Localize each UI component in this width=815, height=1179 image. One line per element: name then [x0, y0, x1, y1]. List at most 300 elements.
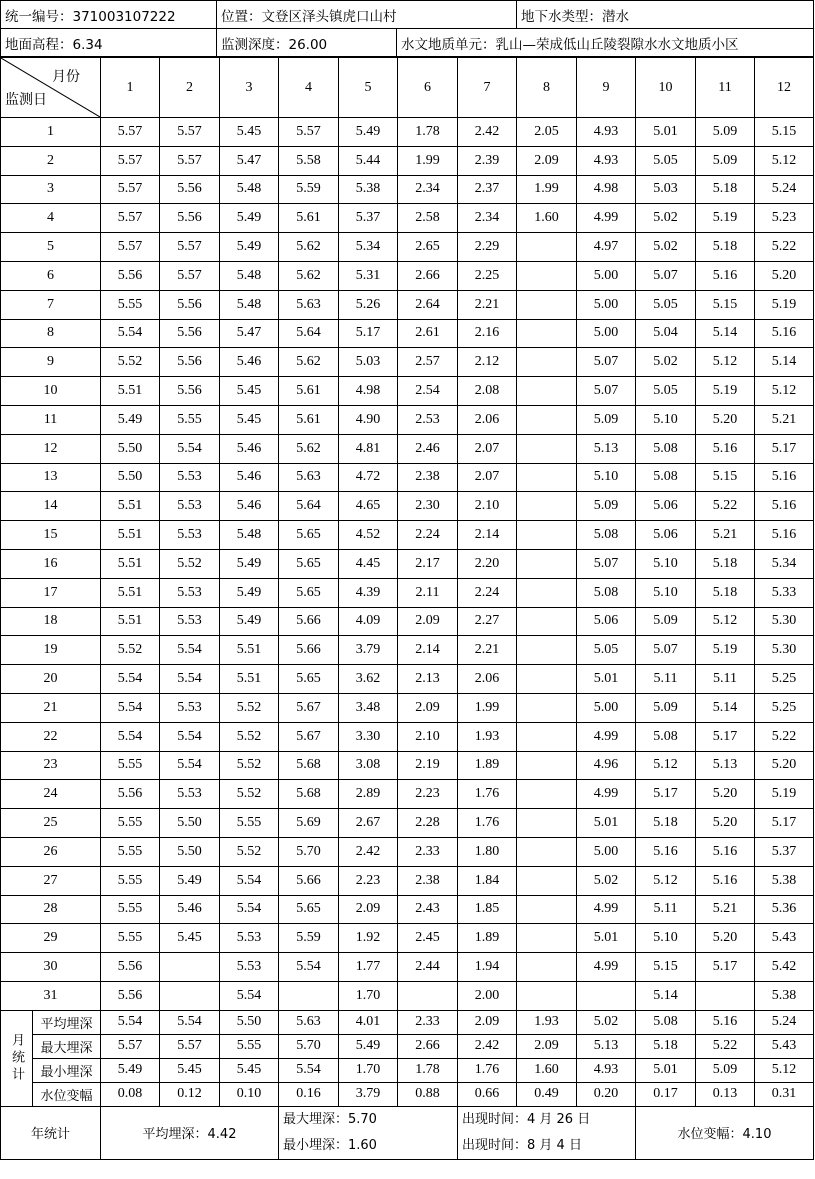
- day-number: 10: [1, 377, 101, 406]
- depth-value-cell: 3.08: [339, 751, 398, 780]
- stat-name: 最大埋深: [33, 1034, 101, 1058]
- depth-value-cell: 5.25: [755, 665, 814, 694]
- depth-value-cell: 5.02: [636, 204, 696, 233]
- daily-depth-table: [0, 57, 814, 1160]
- depth-value-cell: 5.07: [636, 636, 696, 665]
- depth-value-cell: 4.99: [577, 204, 636, 233]
- depth-value-cell: 5.10: [636, 924, 696, 953]
- depth-value-cell: 5.11: [636, 895, 696, 924]
- depth-value-cell: [517, 463, 577, 492]
- depth-value-cell: 5.55: [101, 809, 160, 838]
- depth-value-cell: 5.49: [220, 549, 279, 578]
- depth-value-cell: 5.20: [755, 261, 814, 290]
- depth-value-cell: 5.01: [577, 665, 636, 694]
- depth-value-cell: 5.53: [160, 463, 220, 492]
- depth-value-cell: [517, 693, 577, 722]
- stat-value-cell: 5.70: [279, 1034, 339, 1058]
- table-row: [1, 837, 814, 866]
- depth-value-cell: 5.21: [755, 405, 814, 434]
- depth-value-cell: 5.08: [577, 521, 636, 550]
- stat-value-cell: 2.42: [458, 1034, 517, 1058]
- depth-value-cell: 5.45: [220, 377, 279, 406]
- ground-elevation: 地面高程：6.34: [1, 29, 217, 57]
- stat-value-cell: 1.70: [339, 1058, 398, 1082]
- depth-value-cell: 5.61: [279, 204, 339, 233]
- depth-value-cell: 5.12: [636, 866, 696, 895]
- depth-value-cell: 5.54: [101, 319, 160, 348]
- month-header: 6: [398, 58, 458, 118]
- depth-value-cell: 5.50: [101, 463, 160, 492]
- depth-value-cell: 5.11: [636, 665, 696, 694]
- depth-value-cell: 1.60: [517, 204, 577, 233]
- depth-value-cell: 5.20: [696, 924, 755, 953]
- depth-value-cell: 2.10: [398, 722, 458, 751]
- depth-value-cell: 1.99: [458, 693, 517, 722]
- depth-value-cell: 2.23: [398, 780, 458, 809]
- depth-value-cell: 2.58: [398, 204, 458, 233]
- depth-value-cell: 1.99: [398, 146, 458, 175]
- day-number: 24: [1, 780, 101, 809]
- depth-value-cell: 5.16: [755, 463, 814, 492]
- depth-value-cell: [517, 636, 577, 665]
- depth-value-cell: 5.18: [636, 809, 696, 838]
- stat-value-cell: 5.54: [279, 1058, 339, 1082]
- yearly-avg-depth: 平均埋深：4.42: [101, 1106, 279, 1159]
- depth-value-cell: 5.36: [755, 895, 814, 924]
- depth-value-cell: 5.38: [755, 866, 814, 895]
- depth-value-cell: 2.57: [398, 348, 458, 377]
- day-number: 22: [1, 722, 101, 751]
- depth-value-cell: 5.57: [101, 175, 160, 204]
- depth-value-cell: 5.15: [636, 953, 696, 982]
- depth-value-cell: 2.06: [458, 665, 517, 694]
- depth-value-cell: 5.16: [755, 521, 814, 550]
- depth-value-cell: 5.47: [220, 146, 279, 175]
- table-row: [1, 549, 814, 578]
- depth-value-cell: 5.09: [636, 607, 696, 636]
- depth-value-cell: 4.98: [577, 175, 636, 204]
- monthly-stat-row: [1, 1010, 814, 1034]
- depth-value-cell: 5.54: [160, 665, 220, 694]
- depth-value-cell: 2.89: [339, 780, 398, 809]
- depth-value-cell: 5.16: [696, 434, 755, 463]
- day-number: 30: [1, 953, 101, 982]
- day-number: 17: [1, 578, 101, 607]
- monthly-stat-row: [1, 1058, 814, 1082]
- depth-value-cell: 5.53: [160, 693, 220, 722]
- depth-value-cell: 5.06: [636, 521, 696, 550]
- depth-value-cell: 5.00: [577, 261, 636, 290]
- depth-value-cell: 5.52: [160, 549, 220, 578]
- depth-value-cell: 5.55: [101, 924, 160, 953]
- depth-value-cell: 5.56: [101, 981, 160, 1010]
- depth-value-cell: 5.49: [220, 578, 279, 607]
- depth-value-cell: 1.70: [339, 981, 398, 1010]
- day-number: 1: [1, 118, 101, 147]
- stat-value-cell: 0.10: [220, 1082, 279, 1106]
- depth-value-cell: 2.39: [458, 146, 517, 175]
- depth-value-cell: 2.17: [398, 549, 458, 578]
- yearly-range: 水位变幅：4.10: [636, 1106, 814, 1159]
- stat-value-cell: 5.24: [755, 1010, 814, 1034]
- depth-value-cell: 2.42: [339, 837, 398, 866]
- stat-value-cell: 5.02: [577, 1010, 636, 1034]
- depth-value-cell: 5.46: [220, 463, 279, 492]
- stat-value-cell: 1.78: [398, 1058, 458, 1082]
- day-number: 13: [1, 463, 101, 492]
- stat-value-cell: 1.93: [517, 1010, 577, 1034]
- depth-value-cell: 5.62: [279, 434, 339, 463]
- depth-value-cell: 5.57: [101, 233, 160, 262]
- depth-value-cell: 2.07: [458, 463, 517, 492]
- depth-value-cell: 5.52: [101, 636, 160, 665]
- day-number: 25: [1, 809, 101, 838]
- depth-value-cell: 5.59: [279, 175, 339, 204]
- depth-value-cell: 5.46: [220, 348, 279, 377]
- depth-value-cell: 5.49: [220, 204, 279, 233]
- depth-value-cell: 5.58: [279, 146, 339, 175]
- depth-value-cell: 5.17: [339, 319, 398, 348]
- day-number: 27: [1, 866, 101, 895]
- stat-value-cell: 5.50: [220, 1010, 279, 1034]
- depth-value-cell: 2.07: [458, 434, 517, 463]
- depth-value-cell: 5.31: [339, 261, 398, 290]
- depth-value-cell: 2.05: [517, 118, 577, 147]
- depth-value-cell: 2.06: [458, 405, 517, 434]
- day-number: 14: [1, 492, 101, 521]
- depth-value-cell: 5.55: [220, 809, 279, 838]
- depth-value-cell: 5.50: [160, 809, 220, 838]
- depth-value-cell: 5.48: [220, 290, 279, 319]
- depth-value-cell: 5.25: [755, 693, 814, 722]
- depth-value-cell: 5.06: [636, 492, 696, 521]
- depth-value-cell: 5.65: [279, 578, 339, 607]
- day-number: 3: [1, 175, 101, 204]
- stat-value-cell: 0.88: [398, 1082, 458, 1106]
- depth-value-cell: 5.51: [220, 636, 279, 665]
- corner-header-cell: [1, 58, 101, 118]
- depth-value-cell: 4.99: [577, 953, 636, 982]
- depth-value-cell: 5.53: [220, 924, 279, 953]
- depth-value-cell: 2.64: [398, 290, 458, 319]
- stat-value-cell: 5.63: [279, 1010, 339, 1034]
- depth-value-cell: 5.38: [755, 981, 814, 1010]
- depth-value-cell: 4.45: [339, 549, 398, 578]
- depth-value-cell: 2.14: [398, 636, 458, 665]
- depth-value-cell: 2.20: [458, 549, 517, 578]
- depth-value-cell: 5.06: [577, 607, 636, 636]
- month-header: 8: [517, 58, 577, 118]
- depth-value-cell: 5.08: [636, 434, 696, 463]
- depth-value-cell: 5.14: [696, 319, 755, 348]
- depth-value-cell: 5.02: [636, 348, 696, 377]
- stat-value-cell: 0.17: [636, 1082, 696, 1106]
- depth-value-cell: [577, 981, 636, 1010]
- depth-value-cell: 5.68: [279, 751, 339, 780]
- depth-value-cell: 5.52: [101, 348, 160, 377]
- depth-value-cell: 5.08: [636, 722, 696, 751]
- stat-value-cell: 2.66: [398, 1034, 458, 1058]
- table-row: [1, 809, 814, 838]
- depth-value-cell: 5.12: [755, 146, 814, 175]
- stat-value-cell: 1.60: [517, 1058, 577, 1082]
- depth-value-cell: [517, 607, 577, 636]
- depth-value-cell: 2.45: [398, 924, 458, 953]
- depth-value-cell: 5.54: [220, 895, 279, 924]
- depth-value-cell: 5.54: [160, 751, 220, 780]
- depth-value-cell: 2.00: [458, 981, 517, 1010]
- depth-value-cell: 5.19: [755, 290, 814, 319]
- month-header: 9: [577, 58, 636, 118]
- depth-value-cell: 2.12: [458, 348, 517, 377]
- table-row: [1, 290, 814, 319]
- table-row: [1, 405, 814, 434]
- depth-value-cell: 5.22: [755, 233, 814, 262]
- depth-value-cell: 5.63: [279, 290, 339, 319]
- station-location: 位置：文登区泽头镇虎口山村: [217, 1, 517, 29]
- depth-value-cell: 5.54: [160, 434, 220, 463]
- depth-value-cell: 5.19: [755, 780, 814, 809]
- depth-value-cell: 5.01: [577, 809, 636, 838]
- depth-value-cell: 5.12: [696, 607, 755, 636]
- table-row: [1, 348, 814, 377]
- stat-value-cell: 5.18: [636, 1034, 696, 1058]
- day-number: 26: [1, 837, 101, 866]
- depth-value-cell: 5.55: [101, 837, 160, 866]
- depth-value-cell: 2.34: [458, 204, 517, 233]
- depth-value-cell: 2.08: [458, 377, 517, 406]
- stat-name: 平均埋深: [33, 1010, 101, 1034]
- depth-value-cell: 5.22: [696, 492, 755, 521]
- depth-value-cell: [517, 549, 577, 578]
- depth-value-cell: 1.80: [458, 837, 517, 866]
- depth-value-cell: 5.66: [279, 636, 339, 665]
- corner-day-label: 监测日: [5, 93, 47, 108]
- depth-value-cell: 5.47: [220, 319, 279, 348]
- depth-value-cell: 5.51: [220, 665, 279, 694]
- depth-value-cell: 4.93: [577, 146, 636, 175]
- day-number: 19: [1, 636, 101, 665]
- depth-value-cell: 4.98: [339, 377, 398, 406]
- depth-value-cell: 2.29: [458, 233, 517, 262]
- depth-value-cell: [517, 405, 577, 434]
- table-row: [1, 693, 814, 722]
- depth-value-cell: 5.17: [755, 809, 814, 838]
- depth-value-cell: 5.56: [160, 175, 220, 204]
- day-number: 5: [1, 233, 101, 262]
- stat-value-cell: 0.16: [279, 1082, 339, 1106]
- depth-value-cell: 5.17: [696, 953, 755, 982]
- depth-value-cell: 5.45: [220, 405, 279, 434]
- depth-value-cell: 5.00: [577, 693, 636, 722]
- depth-value-cell: [160, 981, 220, 1010]
- depth-value-cell: 5.09: [577, 492, 636, 521]
- depth-value-cell: 2.24: [458, 578, 517, 607]
- depth-value-cell: 5.56: [160, 348, 220, 377]
- depth-value-cell: 1.89: [458, 751, 517, 780]
- depth-value-cell: 2.46: [398, 434, 458, 463]
- depth-value-cell: 5.57: [101, 118, 160, 147]
- depth-value-cell: 5.62: [279, 261, 339, 290]
- stat-value-cell: 5.12: [755, 1058, 814, 1082]
- month-header: 2: [160, 58, 220, 118]
- depth-value-cell: 1.84: [458, 866, 517, 895]
- depth-value-cell: 5.09: [636, 693, 696, 722]
- depth-value-cell: 5.12: [755, 377, 814, 406]
- depth-value-cell: 5.57: [160, 261, 220, 290]
- depth-value-cell: 5.53: [160, 780, 220, 809]
- day-number: 6: [1, 261, 101, 290]
- depth-value-cell: 5.53: [160, 521, 220, 550]
- day-number: 21: [1, 693, 101, 722]
- depth-value-cell: 4.97: [577, 233, 636, 262]
- depth-value-cell: [517, 722, 577, 751]
- depth-value-cell: 5.00: [577, 290, 636, 319]
- depth-value-cell: 5.54: [160, 722, 220, 751]
- depth-value-cell: 4.65: [339, 492, 398, 521]
- month-header: 11: [696, 58, 755, 118]
- depth-value-cell: 2.23: [339, 866, 398, 895]
- depth-value-cell: 2.19: [398, 751, 458, 780]
- month-header: 7: [458, 58, 517, 118]
- day-number: 28: [1, 895, 101, 924]
- depth-value-cell: 5.17: [755, 434, 814, 463]
- depth-value-cell: 5.20: [755, 751, 814, 780]
- day-number: 8: [1, 319, 101, 348]
- depth-value-cell: 2.61: [398, 319, 458, 348]
- depth-value-cell: 5.53: [220, 953, 279, 982]
- table-row: [1, 233, 814, 262]
- depth-value-cell: 5.37: [755, 837, 814, 866]
- depth-value-cell: 2.38: [398, 463, 458, 492]
- info-header-table: [0, 0, 814, 57]
- depth-value-cell: 5.16: [696, 837, 755, 866]
- stat-value-cell: 0.12: [160, 1082, 220, 1106]
- groundwater-type: 地下水类型：潜水: [517, 1, 814, 29]
- depth-value-cell: 5.56: [101, 953, 160, 982]
- depth-value-cell: 4.99: [577, 895, 636, 924]
- monthly-stat-row: [1, 1082, 814, 1106]
- depth-value-cell: 5.69: [279, 809, 339, 838]
- depth-value-cell: 5.49: [101, 405, 160, 434]
- depth-value-cell: 5.05: [636, 377, 696, 406]
- depth-value-cell: 5.46: [160, 895, 220, 924]
- table-row: [1, 924, 814, 953]
- depth-value-cell: 4.09: [339, 607, 398, 636]
- depth-value-cell: 2.27: [458, 607, 517, 636]
- depth-value-cell: 2.10: [458, 492, 517, 521]
- table-row: [1, 953, 814, 982]
- depth-value-cell: [696, 981, 755, 1010]
- month-header: 10: [636, 58, 696, 118]
- depth-value-cell: 2.33: [398, 837, 458, 866]
- depth-value-cell: 5.63: [279, 463, 339, 492]
- depth-value-cell: 1.92: [339, 924, 398, 953]
- month-header: 5: [339, 58, 398, 118]
- depth-value-cell: 5.59: [279, 924, 339, 953]
- depth-value-cell: 5.53: [160, 607, 220, 636]
- depth-value-cell: 5.48: [220, 261, 279, 290]
- depth-value-cell: 5.70: [279, 837, 339, 866]
- depth-value-cell: 5.65: [279, 665, 339, 694]
- depth-value-cell: [517, 233, 577, 262]
- day-number: 15: [1, 521, 101, 550]
- depth-value-cell: 5.50: [160, 837, 220, 866]
- depth-value-cell: 5.08: [636, 463, 696, 492]
- depth-value-cell: 5.57: [160, 118, 220, 147]
- depth-value-cell: 5.18: [696, 175, 755, 204]
- table-row: [1, 492, 814, 521]
- depth-value-cell: [517, 578, 577, 607]
- table-row: [1, 319, 814, 348]
- depth-value-cell: 1.77: [339, 953, 398, 982]
- depth-value-cell: 2.28: [398, 809, 458, 838]
- depth-value-cell: 5.13: [577, 434, 636, 463]
- depth-value-cell: 5.18: [696, 549, 755, 578]
- depth-value-cell: 5.18: [696, 578, 755, 607]
- depth-value-cell: 5.03: [636, 175, 696, 204]
- depth-value-cell: 5.44: [339, 146, 398, 175]
- yearly-max-depth: 最大埋深：5.70: [283, 1111, 377, 1127]
- month-header: 12: [755, 58, 814, 118]
- table-row: [1, 204, 814, 233]
- depth-value-cell: 5.49: [160, 866, 220, 895]
- depth-value-cell: 5.02: [636, 233, 696, 262]
- month-header: 4: [279, 58, 339, 118]
- depth-value-cell: 2.24: [398, 521, 458, 550]
- stat-value-cell: 5.45: [220, 1058, 279, 1082]
- min-occurrence-time: 出现时间：8 月 4 日: [462, 1137, 582, 1153]
- table-row: [1, 261, 814, 290]
- depth-value-cell: 1.94: [458, 953, 517, 982]
- depth-value-cell: 5.19: [696, 636, 755, 665]
- depth-value-cell: 5.55: [160, 405, 220, 434]
- depth-value-cell: 5.33: [755, 578, 814, 607]
- depth-value-cell: 4.96: [577, 751, 636, 780]
- depth-value-cell: 5.56: [101, 780, 160, 809]
- depth-value-cell: 4.39: [339, 578, 398, 607]
- depth-value-cell: 2.65: [398, 233, 458, 262]
- day-number: 23: [1, 751, 101, 780]
- depth-value-cell: 5.20: [696, 809, 755, 838]
- depth-value-cell: 4.81: [339, 434, 398, 463]
- yearly-occurrence-times: [458, 1106, 636, 1159]
- depth-value-cell: 5.42: [755, 953, 814, 982]
- depth-value-cell: [517, 377, 577, 406]
- depth-value-cell: 5.20: [696, 780, 755, 809]
- depth-value-cell: 5.05: [636, 290, 696, 319]
- depth-value-cell: 5.03: [339, 348, 398, 377]
- depth-value-cell: 5.07: [636, 261, 696, 290]
- day-number: 29: [1, 924, 101, 953]
- stat-value-cell: 5.54: [160, 1010, 220, 1034]
- depth-value-cell: 5.49: [339, 118, 398, 147]
- depth-value-cell: 4.99: [577, 722, 636, 751]
- depth-value-cell: 5.16: [755, 492, 814, 521]
- depth-value-cell: 5.52: [220, 837, 279, 866]
- depth-value-cell: 5.57: [160, 233, 220, 262]
- stat-value-cell: 5.57: [160, 1034, 220, 1058]
- stat-value-cell: 5.55: [220, 1034, 279, 1058]
- table-row: [1, 607, 814, 636]
- depth-value-cell: 5.10: [577, 463, 636, 492]
- depth-value-cell: 5.51: [101, 607, 160, 636]
- depth-value-cell: 3.79: [339, 636, 398, 665]
- day-number: 2: [1, 146, 101, 175]
- table-row: [1, 146, 814, 175]
- depth-value-cell: 5.19: [696, 204, 755, 233]
- depth-value-cell: 3.30: [339, 722, 398, 751]
